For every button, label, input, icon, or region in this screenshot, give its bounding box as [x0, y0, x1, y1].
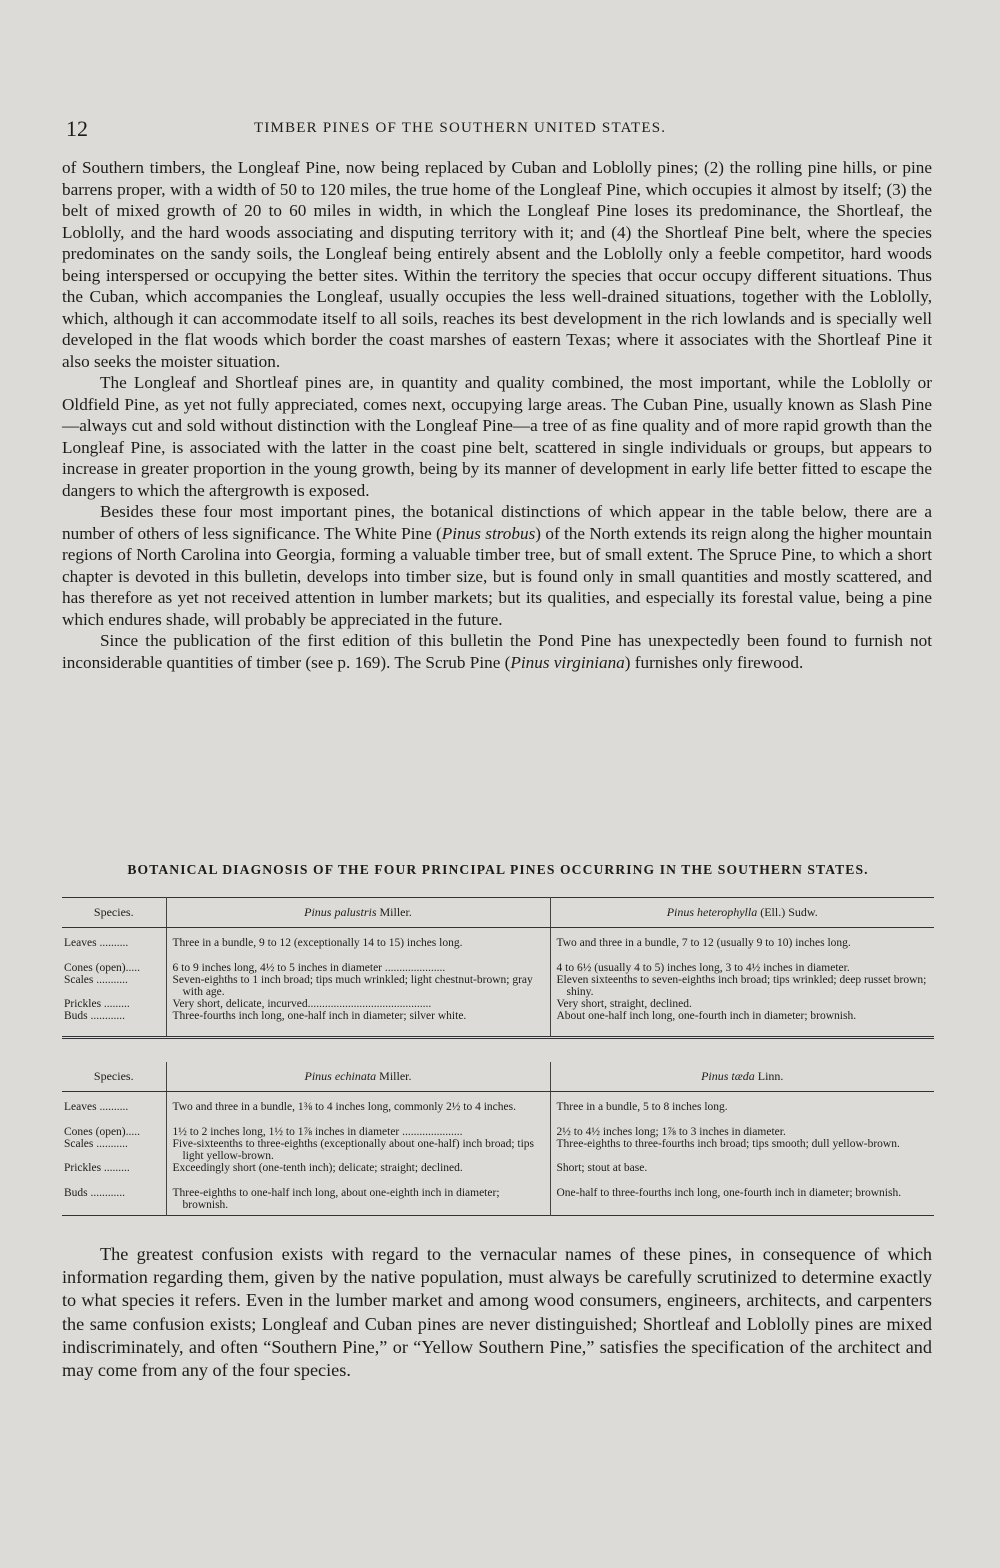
paragraph-text: Since the publication of the first edition of this bulletin the Pond Pine has unexpectedly been found to furnish not inconsiderable quantities of timber (see p. 169). The Scrub Pine ( [62, 631, 932, 672]
row-labels [62, 928, 166, 1038]
row-label: Cones (open)..... [64, 962, 141, 974]
cell: Three in a bundle, 9 to 12 (exceptionally 14 to 15) inches long. [172, 937, 463, 949]
table-header-row [62, 1062, 934, 1092]
paragraph [62, 630, 932, 673]
species-header: Species. [62, 898, 166, 928]
species-column-header [550, 1062, 934, 1092]
diagnosis-table-1 [62, 897, 934, 1039]
species-cells [550, 928, 934, 1038]
closing-text [62, 1243, 932, 1382]
species-author: (Ell.) Sudw. [757, 905, 818, 919]
paragraph [62, 501, 932, 630]
table-title: BOTANICAL DIAGNOSIS OF THE FOUR PRINCIPAL PINES OCCURRING IN THE SOUTHERN STATES. [127, 862, 869, 877]
row-label: Prickles ......... [64, 998, 130, 1010]
species-column-header [166, 1062, 550, 1092]
paragraph: of Southern timbers, the Longleaf Pine, now being replaced by Cuban and Loblolly pines; (2) the rolling pine hills, or pine barrens proper, with a width of 50 to 120 miles, the true home of the Longleaf Pine, which occupies it almost by itself; (3) the belt of mixed growth of 20 to 60 miles in width, in which the Longleaf Pine loses its predominance, the Shortleaf, the Loblolly, and the hard woods associating and disputing territory with it; and (4) the Shortleaf Pine belt, where the species predominates on the sandy soils, the Longleaf being entirely absent and the Loblolly only a feeble competitor, hard woods being interspersed or occupying the better sites. Within the territory the species that occur occupy different situations. Thus the Cuban, which accompanies the Longleaf, usually occupies the less well-drained situations, together with the Loblolly, which, although it can accommodate itself to all soils, reaches its best development in the rich lowlands and is specially well developed in the flat woods which border the coast marshes of eastern Texas; where it associates with the Shortleaf Pine it also seeks the moister situation. [62, 158, 932, 371]
cell: Three-eighths to one-half inch long, about one-eighth inch in diameter; brownish. [172, 1187, 500, 1211]
cell: 2½ to 4½ inches long; 1⅞ to 3 inches in diameter. [556, 1126, 786, 1138]
cell: Two and three in a bundle, 7 to 12 (usually 9 to 10) inches long. [556, 937, 851, 949]
cell: Very short, delicate, incurved........................................... [172, 998, 432, 1010]
running-title: TIMBER PINES OF THE SOUTHERN UNITED STATES. [254, 120, 667, 136]
species-header: Species. [62, 1062, 166, 1092]
table-header-row [62, 898, 934, 928]
body-text [62, 157, 932, 673]
row-label: Leaves .......... [64, 1101, 129, 1113]
species-latin-name: Pinus palustris [304, 905, 377, 919]
row-label: Prickles ......... [64, 1162, 130, 1174]
cell: Two and three in a bundle, 1⅜ to 4 inches long, commonly 2½ to 4 inches. [172, 1101, 516, 1113]
paragraph-text: Besides these four most important pines, the botanical distinctions of which appear in the table below, there are a number of others of less significance. The White Pine ( [62, 502, 932, 543]
species-column-header [550, 898, 934, 928]
species-latin-name: Pinus echinata [304, 1069, 377, 1083]
cell: Three in a bundle, 5 to 8 inches long. [556, 1101, 728, 1113]
row-label: Leaves .......... [64, 937, 129, 949]
cell: 1½ to 2 inches long, 1½ to 1⅞ inches in diameter ..................... [172, 1126, 463, 1138]
cell: 4 to 6½ (usually 4 to 5) inches long, 3 to 4½ inches in diameter. [556, 962, 850, 974]
row-labels [62, 1092, 166, 1216]
paragraph-text: ) of the North extends its reign along the higher mountain regions of North Carolina into Georgia, forming a valuable timber tree, but of small extent. The Spruce Pine, to which a short chapter is devoted in this bulletin, develops into timber size, but is found only in small quantities and mostly scattered, and has therefore as yet not received attention in lumber markets; but its qualities, and especially its forestal value, being a pine which endures shade, will probably be appreciated in the future. [62, 523, 932, 629]
cell: Very short, straight, declined. [556, 998, 692, 1010]
row-label: Scales ........... [64, 1138, 128, 1150]
species-latin-name: Pinus heterophylla [666, 905, 758, 919]
row-label: Buds ............ [64, 1010, 126, 1022]
row-label: Buds ............ [64, 1187, 126, 1199]
cell: Short; stout at base. [556, 1162, 648, 1174]
running-header [66, 116, 934, 144]
species-latin-name: Pinus tæda [701, 1069, 755, 1083]
species-cells [166, 1092, 550, 1216]
species-author: Linn. [754, 1069, 784, 1083]
row-label: Cones (open)..... [64, 1126, 141, 1138]
page-number: 12 [66, 116, 88, 141]
cell: Exceedingly short (one-tenth inch); delicate; straight; declined. [172, 1162, 463, 1174]
paragraph-text: ) furnishes only firewood. [624, 652, 804, 672]
species-author: Miller. [376, 1069, 412, 1083]
species-column-header [166, 898, 550, 928]
cell: Seven-eighths to 1 inch broad; tips much wrinkled; light chestnut-brown; gray with age. [172, 974, 533, 998]
species-cells [550, 1092, 934, 1216]
table-row [62, 1092, 934, 1216]
row-label: Scales ........... [64, 974, 128, 986]
cell: Three-fourths inch long, one-half inch in diameter; silver white. [172, 1010, 467, 1022]
cell: One-half to three-fourths inch long, one-fourth inch in diameter; brownish. [556, 1187, 902, 1199]
cell: Eleven sixteenths to seven-eighths inch broad; tips wrinkled; deep russet brown; shiny. [556, 974, 927, 998]
species-cells [166, 928, 550, 1038]
diagnosis-table-2 [62, 1062, 934, 1216]
cell: 6 to 9 inches long, 4½ to 5 inches in diameter ..................... [172, 962, 446, 974]
cell: About one-half inch long, one-fourth inch in diameter; brownish. [556, 1010, 857, 1022]
species-name: Pinus virginiana [510, 652, 625, 672]
species-author: Miller. [376, 905, 412, 919]
cell: Five-sixteenths to three-eighths (exceptionally about one-half) inch broad; tips light yellow-brown. [172, 1138, 535, 1162]
paragraph: The greatest confusion exists with regard to the vernacular names of these pines, in consequence of which information regarding them, given by the native population, must always be carefully scrutinized to determine exactly to what species it refers. Even in the lumber market and among wood consumers, engineers, architects, and carpenters the same confusion exists; Longleaf and Cuban pines are never distinguished; Shortleaf and Loblolly pines are mixed indiscriminately, and often “Southern Pine,” or “Yellow Southern Pine,” satisfies the specification of the architect and may come from any of the four species. [62, 1244, 932, 1381]
paragraph: The Longleaf and Shortleaf pines are, in quantity and quality combined, the most important, while the Loblolly or Oldfield Pine, as yet not fully appreciated, comes next, occupying large areas. The Cuban Pine, usually known as Slash Pine—always cut and sold without distinction with the Longleaf Pine—a tree of as fine quality and of more rapid growth than the Longleaf Pine, is associated with the latter in the coast pine belt, scattered in single individuals or groups, but appears to increase in greater proportion in the young growth, being by its manner of development in early life better fitted to escape the dangers to which the aftergrowth is exposed. [62, 373, 932, 500]
cell: Three-eighths to three-fourths inch broad; tips smooth; dull yellow-brown. [556, 1138, 900, 1150]
table-row [62, 928, 934, 1038]
species-name: Pinus strobus [441, 523, 536, 543]
